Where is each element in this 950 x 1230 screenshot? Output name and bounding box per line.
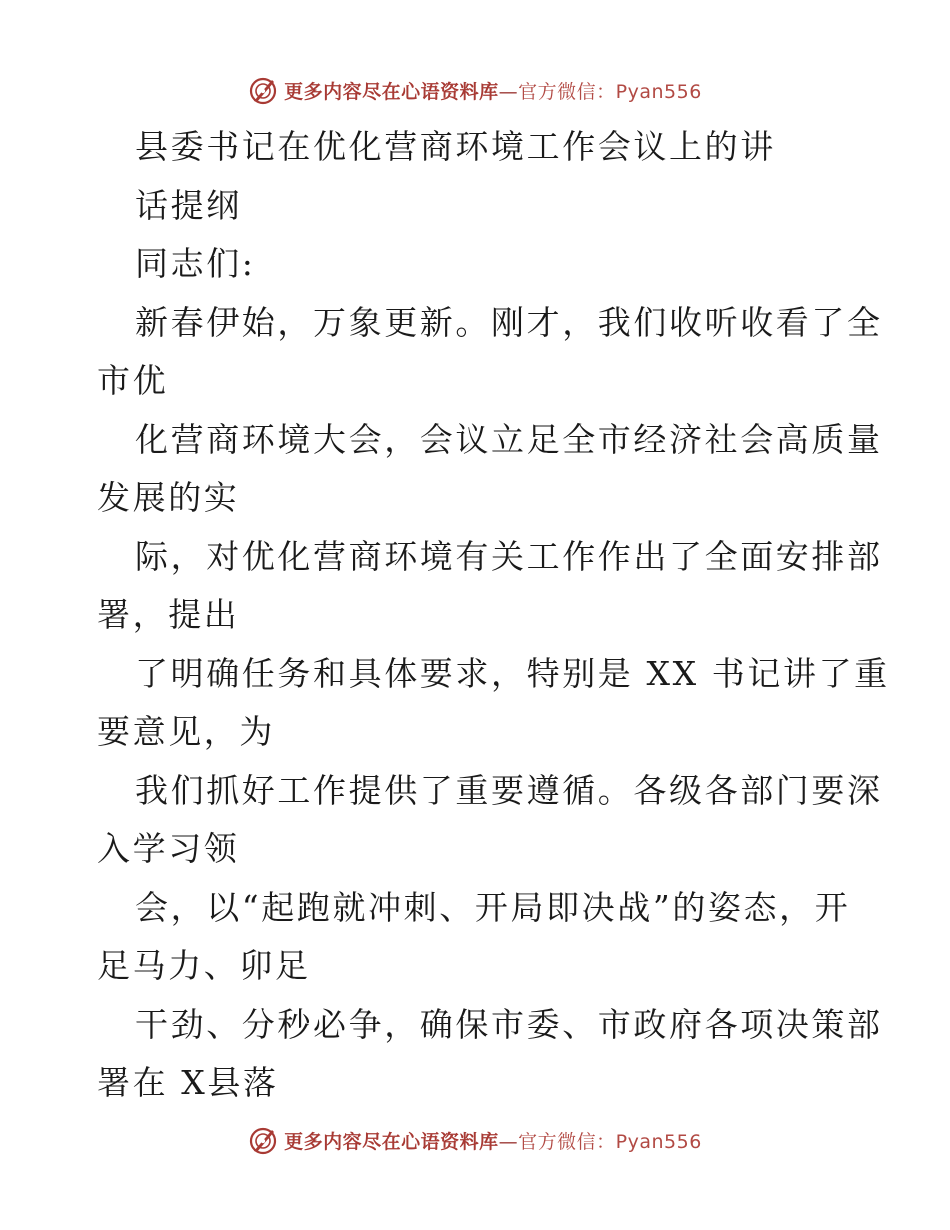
paragraph-line: 入学习领 bbox=[97, 829, 240, 868]
banner-wechat: 官方微信：Pyan556 bbox=[518, 80, 702, 103]
paragraph-line: 署在 X县落 bbox=[97, 1063, 279, 1102]
paragraph-line: 化营商环境大会，会议立足全市经济社会高质量 bbox=[135, 420, 883, 459]
quill-seal-icon bbox=[248, 1125, 278, 1155]
paragraph-line: 足马力、卯足 bbox=[97, 946, 311, 985]
paragraph-line: 了明确任务和具体要求，特别是 XX 书记讲了重 bbox=[135, 654, 890, 693]
paragraph-line: 际，对优化营商环境有关工作作出了全面安排部 bbox=[135, 537, 883, 576]
paragraph-line: 要意见，为 bbox=[97, 712, 275, 751]
footer-banner bbox=[0, 1120, 950, 1160]
paragraph-line: 发展的实 bbox=[97, 478, 240, 517]
salutation: 同志们: bbox=[135, 244, 256, 283]
paragraph-line: 署，提出 bbox=[97, 595, 240, 634]
paragraph-line: 新春伊始，万象更新。刚才，我们收听收看了全 bbox=[135, 303, 883, 342]
paragraph-line: 会，以“起跑就冲刺、开局即决战”的姿态，开 bbox=[135, 888, 851, 927]
banner-brand: 更多内容尽在心语资料库 bbox=[284, 80, 499, 103]
banner-separator: — bbox=[498, 1130, 519, 1153]
paragraph-line: 我们抓好工作提供了重要遵循。各级各部门要深 bbox=[135, 771, 883, 810]
banner-separator: — bbox=[498, 80, 519, 103]
banner-wechat: 官方微信：Pyan556 bbox=[518, 1130, 702, 1153]
paragraph-line: 干劲、分秒必争，确保市委、市政府各项决策部 bbox=[135, 1005, 883, 1044]
banner-text bbox=[284, 1127, 702, 1154]
title-line-2: 话提纲 bbox=[135, 186, 242, 225]
paragraph-line: 市优 bbox=[97, 361, 169, 400]
title-line-1: 县委书记在优化营商环境工作会议上的讲 bbox=[135, 127, 776, 166]
banner-brand: 更多内容尽在心语资料库 bbox=[284, 1130, 499, 1153]
